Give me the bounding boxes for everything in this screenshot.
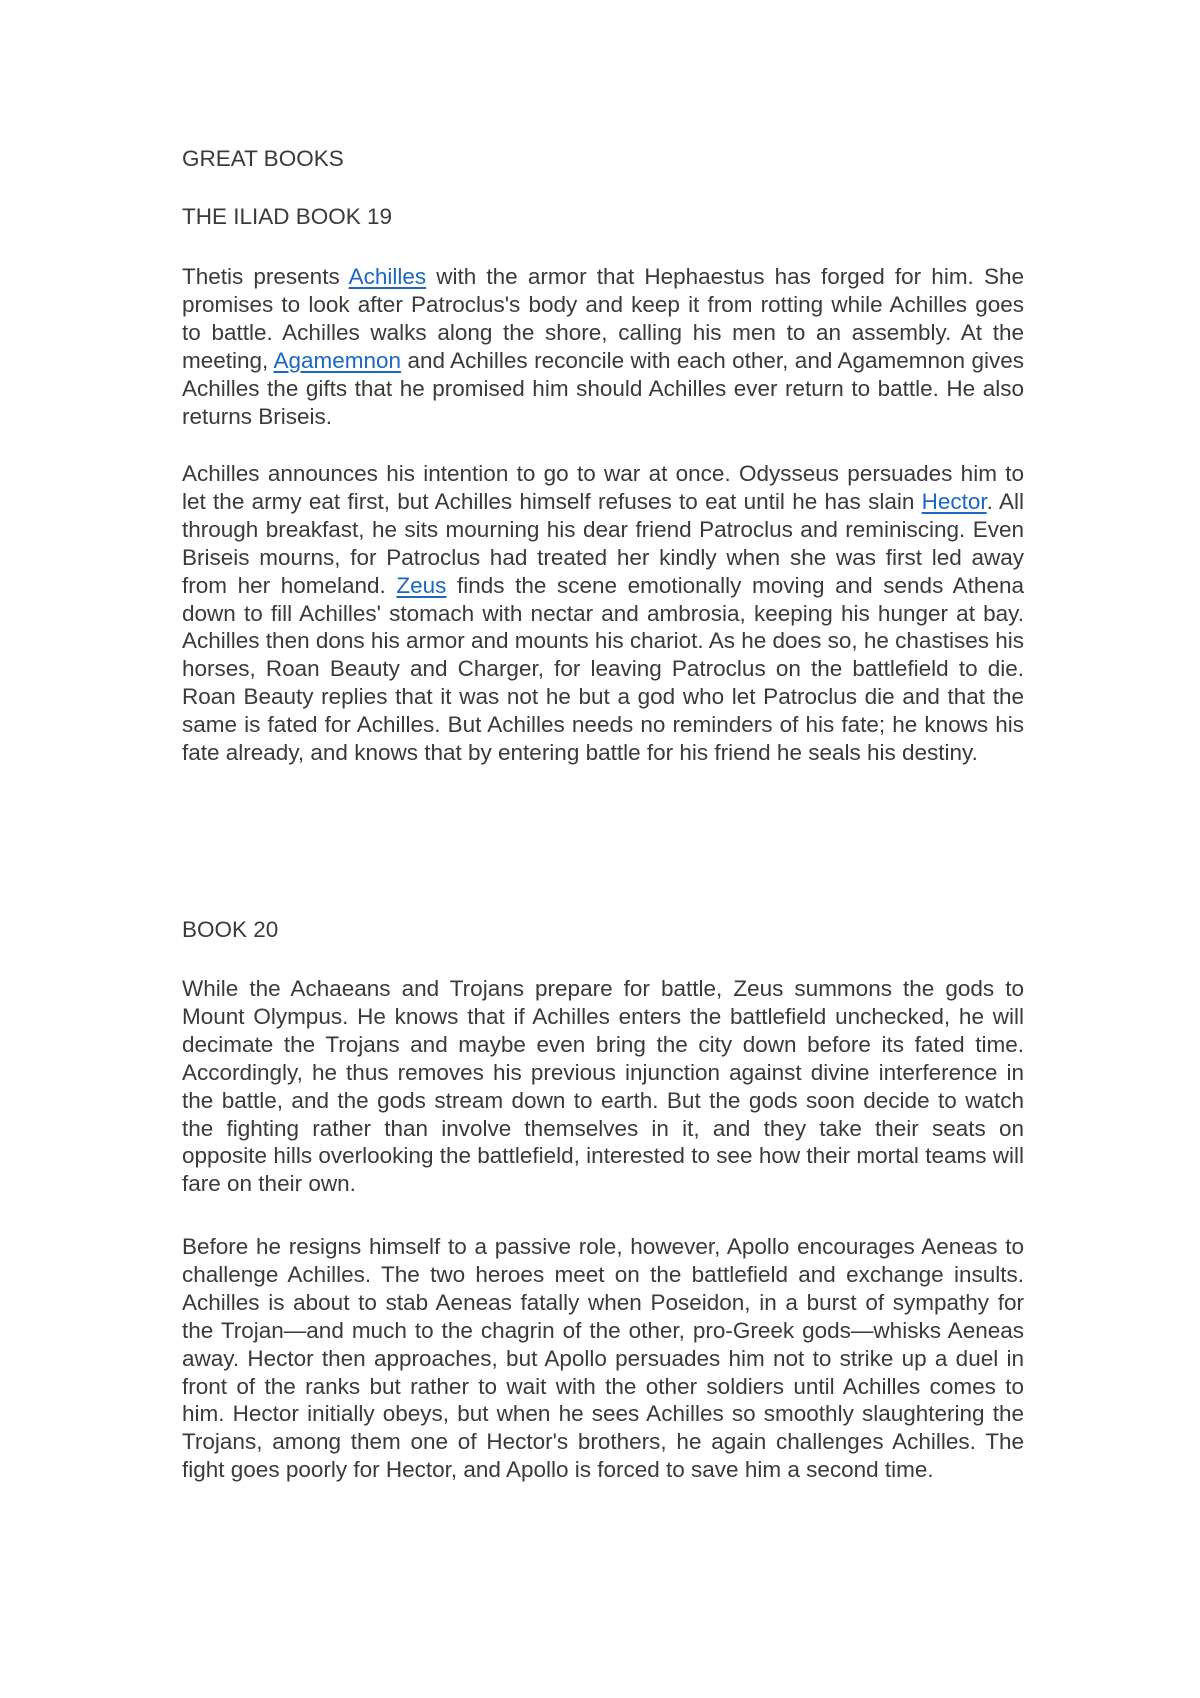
link-hector[interactable]: Hector: [921, 488, 987, 514]
book20-paragraph-1: While the Achaeans and Trojans prepare for battle, Zeus summons the gods to Mount Olympus. He knows that if Achilles enters the battlefield unchecked, he will decimate the Trojans and maybe even bring the city down before its fated time. Accordingly, he thus removes his previous injunction against divine interference in the battle, and the gods stream down to earth. But the gods soon decide to watch the fighting rather than involve themselves in it, and they take their seats on opposite hills overlooking the battlefield, interested to see how their mortal teams will fare on their own.: [182, 976, 1024, 1197]
book20-paragraph-2: Before he resigns himself to a passive role, however, Apollo encourages Aeneas to challenge Achilles. The two heroes meet on the battlefield and exchange insults. Achilles is about to stab Aeneas fatally when Poseidon, in a burst of sympathy for the Trojan—and much to the chagrin of the other, pro-Greek gods—whisks Aeneas away. Hector then approaches, but Apollo persuades him not to strike up a duel in front of the ranks but rather to wait with the other soldiers until Achilles comes to him. Hector initially obeys, but when he sees Achilles so smoothly slaughtering the Trojans, among them one of Hector's brothers, he again challenges Achilles. The fight goes poorly for Hector, and Apollo is forced to save him a second time.: [182, 1234, 1024, 1483]
document-title: GREAT BOOKS: [182, 146, 344, 171]
link-achilles[interactable]: Achilles: [348, 264, 427, 289]
text-segment: with the armor that Hephaestus has forged for him. She promises to look after Patroclus's body and keep it from rotting while Achilles goes to battle. Achilles walks along the shore, calling his men to an assembly. At the meeting,: [182, 264, 1024, 373]
book20-heading: BOOK 20: [182, 917, 279, 942]
text-segment: finds the scene emotionally moving and sends Athena down to fill Achilles' stomach with nectar and ambrosia, keeping his hunger at bay. Achilles then dons his armor and mounts his chariot. As he does so, he chastises his horses, Roan Beauty and Charger, for leaving Patroclus on the battlefield to die. Roan Beauty replies that it was not he but a god who let Patroclus die and that the same is fated for Achilles. But Achilles needs no reminders of his fate; he knows his fate already, and knows that by entering battle for his friend he seals his destiny.: [182, 572, 1024, 766]
book19-heading: THE ILIAD BOOK 19: [182, 204, 393, 229]
link-zeus[interactable]: Zeus: [396, 572, 447, 598]
text-segment: . All through breakfast, he sits mourning his dear friend Patroclus and reminiscing. Even Briseis mourns, for Patroclus had treated her kindly when she was first led away from her homeland.: [182, 488, 1024, 598]
book19-paragraph-2: [182, 460, 1024, 767]
link-agamemnon[interactable]: Agamemnon: [273, 347, 402, 373]
book19-paragraph-1: [182, 263, 1024, 430]
document-page: [182, 0, 1024, 1698]
text-segment: Achilles announces his intention to go to war at once. Odysseus persuades him to let the army eat first, but Achilles himself refuses to eat until he has slain: [182, 461, 1024, 514]
text-segment: Thetis presents: [182, 264, 349, 289]
text-segment: and Achilles reconcile with each other, and Agamemnon gives Achilles the gifts that he promised him should Achilles ever return to battle. He also returns Briseis.: [182, 347, 1024, 429]
